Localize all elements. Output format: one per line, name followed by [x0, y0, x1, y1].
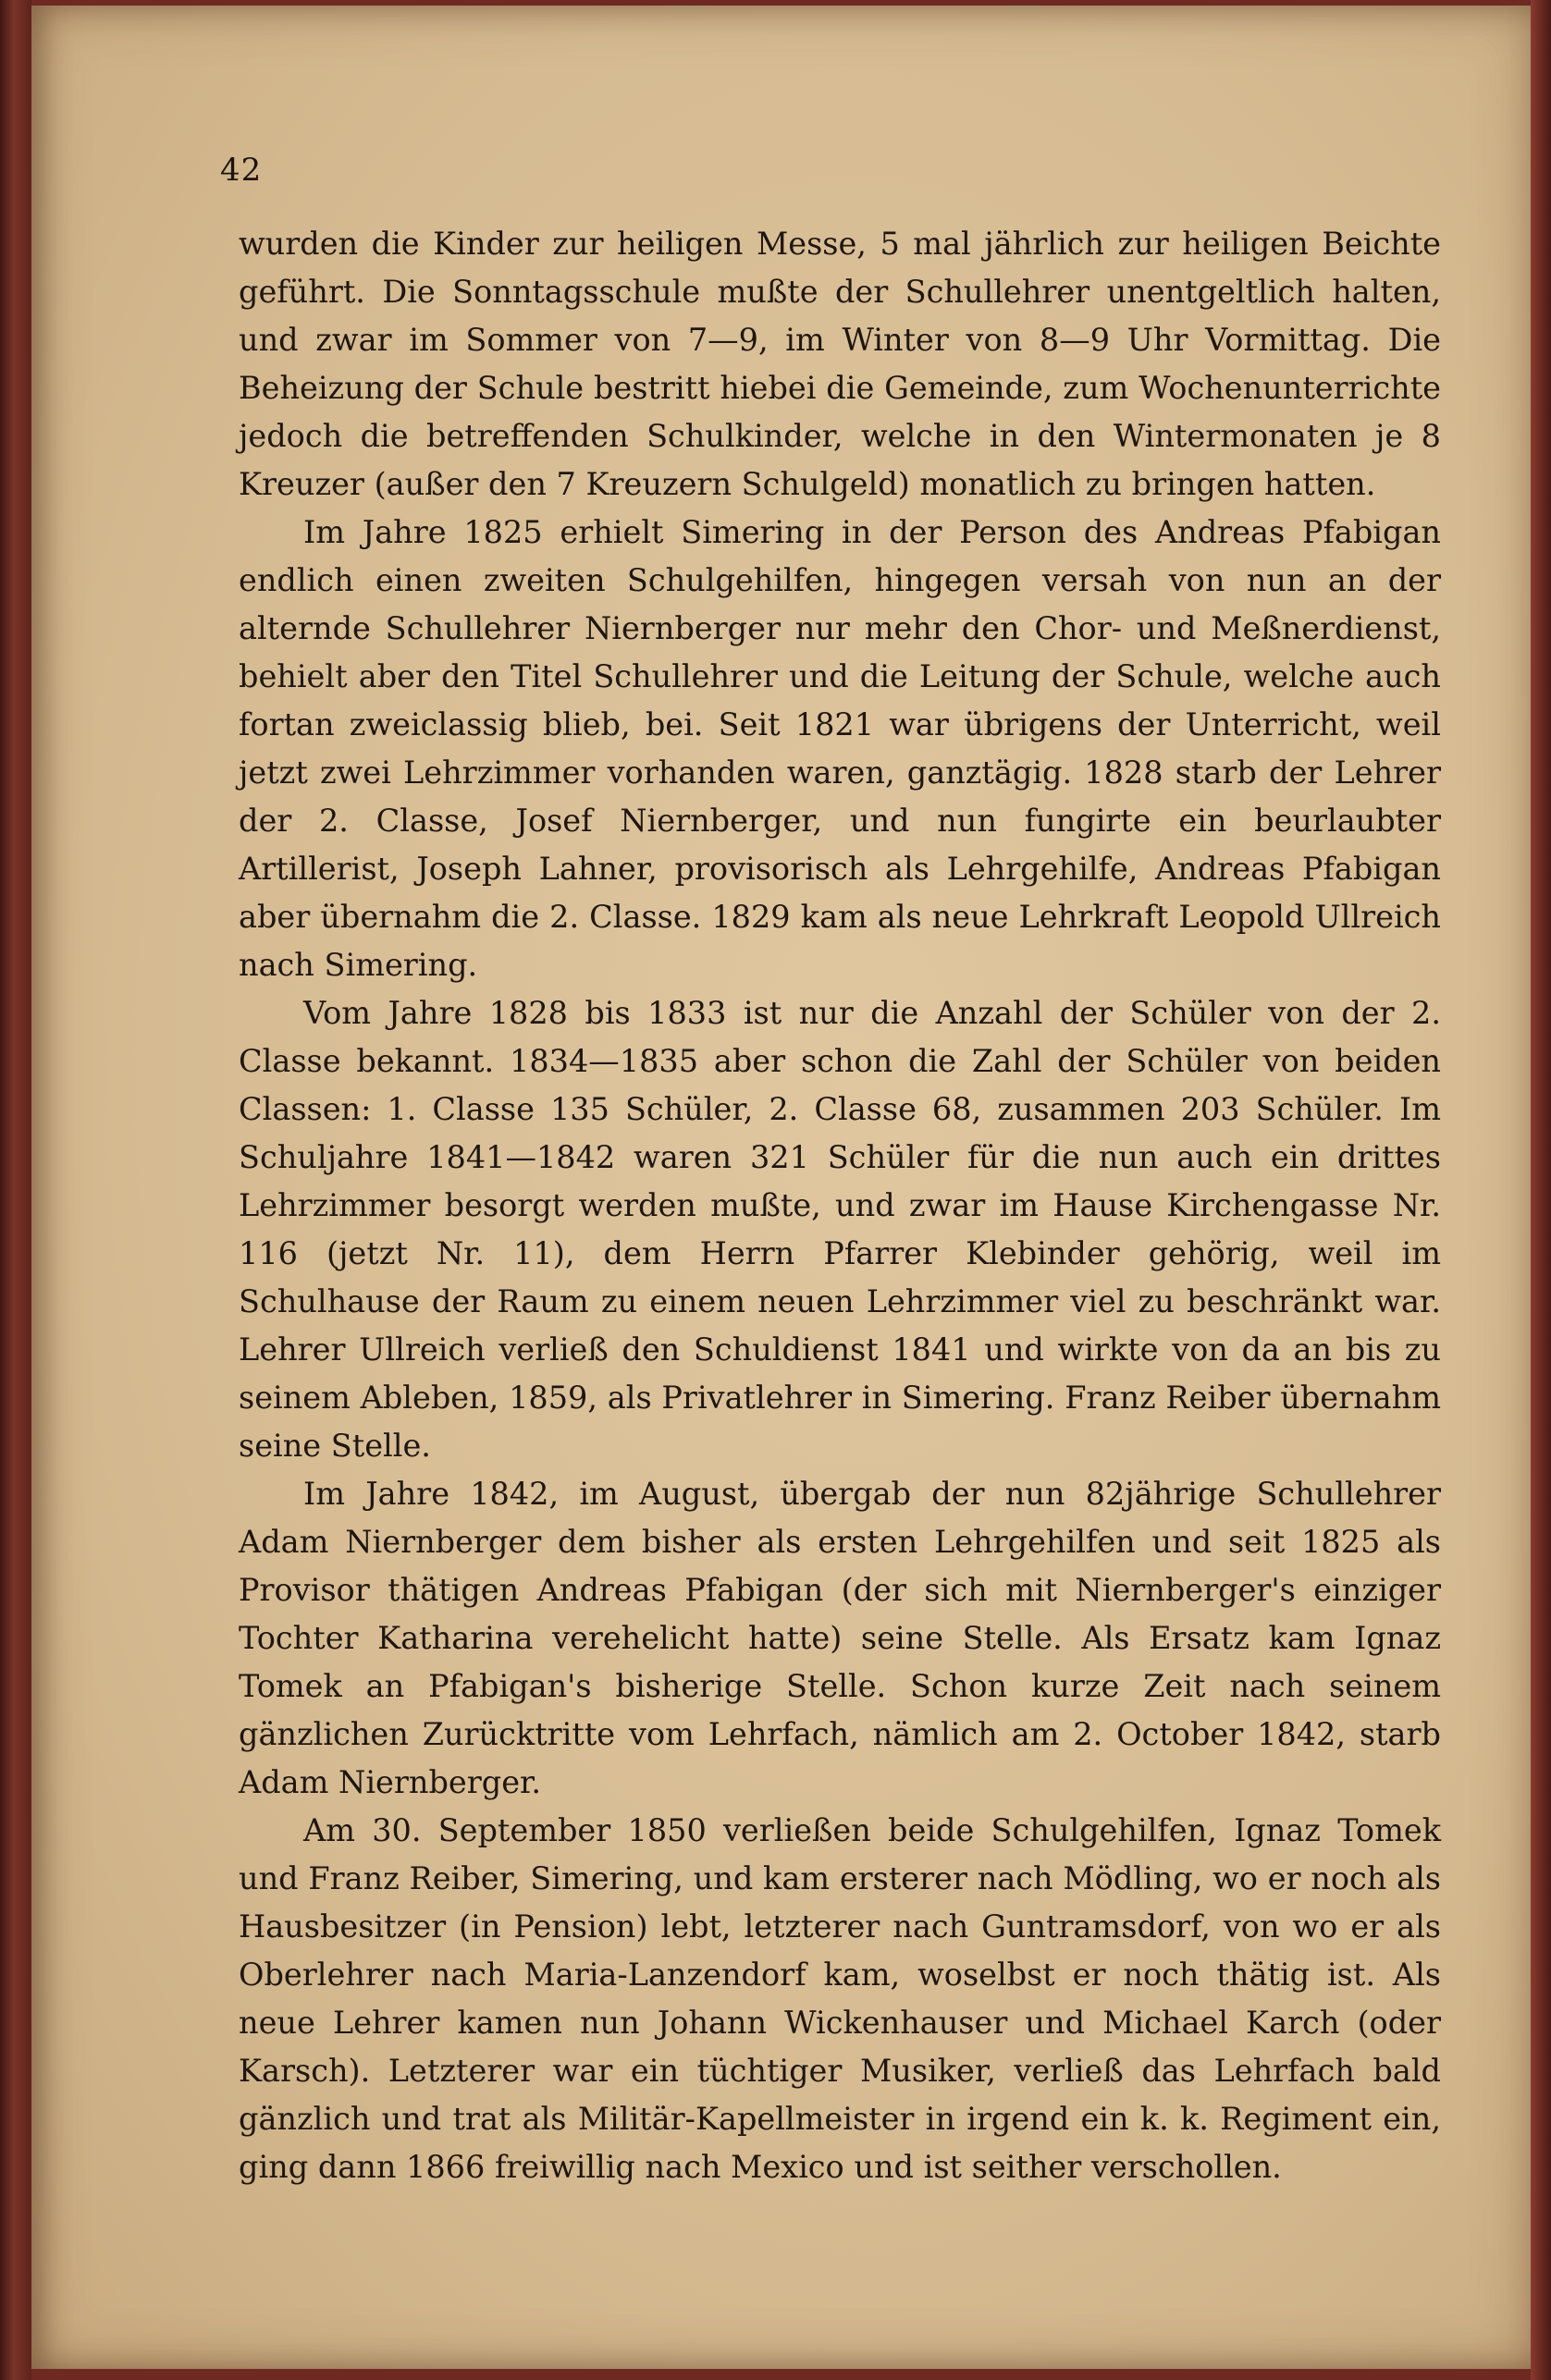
paragraph-3: Vom Jahre 1828 bis 1833 ist nur die Anzahl der Schüler von der 2. Classe bekannt. 1834—1835 aber schon die Zahl der Schüler von beiden Classen: 1. Classe 135 Schüler, 2. Classe 68, zusammen 203 Schüler. Im Schuljahre 1841—1842 waren 321 Schüler für die nun auch ein drittes Lehrzimmer besorgt werden mußte, und zwar im Hause Kirchengasse Nr. 116 (jetzt Nr. 11), dem Herrn Pfarrer Klebinder gehörig, weil im Schulhause der Raum zu einem neuen Lehrzimmer viel zu beschränkt war. Lehrer Ullreich verließ den Schuldienst 1841 und wirkte von da an bis zu seinem Ableben, 1859, als Privatlehrer in Simering. Franz Reiber übernahm seine Stelle. [239, 995, 1441, 1464]
paragraph-1: wurden die Kinder zur heiligen Messe, 5 mal jährlich zur heiligen Beichte geführt. Die Sonntagsschule mußte der Schullehrer unentgeltlich halten, und zwar im Sommer von 7—9, im Winter von 8—9 Uhr Vormittag. Die Beheizung der Schule bestritt hiebei die Gemeinde, zum Wochenunterrichte jedoch die betreffenden Schulkinder, welche in den Wintermonaten je 8 Kreuzer (außer den 7 Kreuzern Schulgeld) monatlich zu bringen hatten. [239, 226, 1441, 502]
page-sheet [31, 6, 1531, 2369]
paragraph-2: Im Jahre 1825 erhielt Simering in der Person des Andreas Pfabigan endlich einen zweiten Schulgehilfen, hingegen versah von nun an der alternde Schullehrer Niernberger nur mehr den Chor- und Meßnerdienst, behielt aber den Titel Schullehrer und die Leitung der Schule, welche auch fortan zweiclassig blieb, bei. Seit 1821 war übrigens der Unterricht, weil jetzt zwei Lehrzimmer vorhanden waren, ganztägig. 1828 starb der Lehrer der 2. Classe, Josef Niernberger, und nun fungirte ein beurlaubter Artillerist, Joseph Lahner, provisorisch als Lehrgehilfe, Andreas Pfabigan aber übernahm die 2. Classe. 1829 kam als neue Lehrkraft Leopold Ullreich nach Simering. [239, 514, 1441, 983]
paragraph-5: Am 30. September 1850 verließen beide Schulgehilfen, Ignaz Tomek und Franz Reiber, Simering, und kam ersterer nach Mödling, wo er noch als Hausbesitzer (in Pension) lebt, letzterer nach Guntramsdorf, von wo er als Oberlehrer nach Maria-Lanzendorf kam, woselbst er noch thätig ist. Als neue Lehrer kamen nun Johann Wickenhauser und Michael Karch (oder Karsch). Letzterer war ein tüchtiger Musiker, verließ das Lehrfach bald gänzlich und trat als Militär-Kapellmeister in irgend ein k. k. Regiment ein, ging dann 1866 freiwillig nach Mexico und ist seither verschollen. [239, 1812, 1441, 2185]
page-number: 42 [220, 152, 263, 189]
book-spine [0, 0, 31, 2380]
book-cover-edge [1531, 0, 1551, 2380]
paragraph-4: Im Jahre 1842, im August, übergab der nun 82jährige Schullehrer Adam Niernberger dem bisher als ersten Lehrgehilfen und seit 1825 als Provisor thätigen Andreas Pfabigan (der sich mit Niernberger's einziger Tochter Katharina verehelicht hatte) seine Stelle. Als Ersatz kam Ignaz Tomek an Pfabigan's bisherige Stelle. Schon kurze Zeit nach seinem gänzlichen Zurücktritte vom Lehrfach, nämlich am 2. October 1842, starb Adam Niernberger. [239, 1476, 1441, 1800]
body-text [239, 220, 1441, 2191]
